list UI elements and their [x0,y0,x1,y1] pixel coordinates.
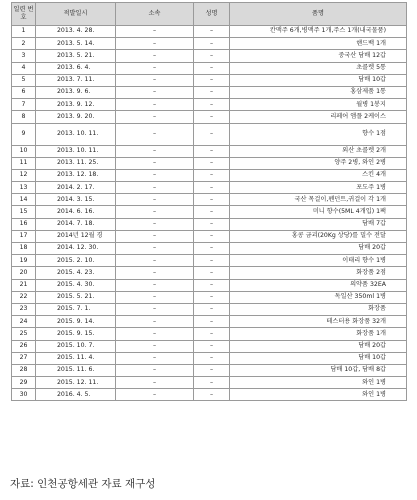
table-row [12,123,407,145]
cell-detection-date: 2014. 7. 18. [36,218,116,230]
cell-serial-number: 16 [12,218,36,230]
cell-detection-date: 2015. 4. 23. [36,267,116,279]
cell-name: – [194,279,230,291]
cell-name: – [194,328,230,340]
table-row [12,316,407,328]
cell-affiliation: – [116,74,194,86]
cell-detection-date: 2014. 12. 30. [36,243,116,255]
cell-affiliation: – [116,364,194,376]
cell-name: – [194,86,230,98]
cell-affiliation: – [116,26,194,38]
cell-name: – [194,74,230,86]
table-row [12,145,407,157]
header-item: 품명 [230,3,407,26]
cell-name: – [194,111,230,123]
table-header-row [12,3,407,26]
cell-name: – [194,157,230,169]
table-row [12,157,407,169]
cell-detection-date: 2013. 10. 11. [36,145,116,157]
cell-serial-number: 25 [12,328,36,340]
cell-serial-number: 5 [12,74,36,86]
table-row [12,38,407,50]
cell-name: – [194,145,230,157]
cell-item: 향수 1점 [230,123,407,145]
cell-name: – [194,62,230,74]
cell-detection-date: 2013. 5. 14. [36,38,116,50]
table-row [12,62,407,74]
cell-detection-date: 2015. 9. 14. [36,316,116,328]
cell-serial-number: 21 [12,279,36,291]
cell-detection-date: 2013. 7. 11. [36,74,116,86]
cell-item: 담배 20갑 [230,340,407,352]
cell-detection-date: 2015. 10. 7. [36,340,116,352]
cell-name: – [194,377,230,389]
cell-affiliation: – [116,255,194,267]
cell-item: 화장품 [230,303,407,315]
table-row [12,218,407,230]
cell-detection-date: 2013. 11. 25. [36,157,116,169]
cell-detection-date: 2014. 2. 17. [36,182,116,194]
cell-serial-number: 20 [12,267,36,279]
cell-serial-number: 6 [12,86,36,98]
cell-serial-number: 28 [12,364,36,376]
cell-name: – [194,364,230,376]
cell-affiliation: – [116,279,194,291]
cell-detection-date: 2015. 7. 1. [36,303,116,315]
cell-affiliation: – [116,316,194,328]
cell-item: 테스터용 화장품 32개 [230,316,407,328]
cell-item: 담배 20갑 [230,243,407,255]
cell-name: – [194,99,230,111]
table-row [12,267,407,279]
cell-detection-date: 2015. 2. 10. [36,255,116,267]
cell-affiliation: – [116,169,194,181]
cell-item: 칸맥주 6개,병맥주 1개,주스 1개(내국물품) [230,26,407,38]
cell-detection-date: 2015. 4. 30. [36,279,116,291]
cell-item: 담배 10갑 [230,74,407,86]
cell-serial-number: 3 [12,50,36,62]
table-row [12,26,407,38]
cell-affiliation: – [116,328,194,340]
cell-name: – [194,255,230,267]
cell-serial-number: 11 [12,157,36,169]
cell-serial-number: 2 [12,38,36,50]
cell-item: 포도주 1병 [230,182,407,194]
cell-affiliation: – [116,50,194,62]
cell-detection-date: 2016. 4. 5. [36,389,116,401]
cell-item: 이태리 향수 1병 [230,255,407,267]
cell-affiliation: – [116,194,194,206]
table-row [12,111,407,123]
cell-serial-number: 23 [12,303,36,315]
cell-affiliation: – [116,389,194,401]
cell-item: 담배 7갑 [230,218,407,230]
table-row [12,74,407,86]
cell-serial-number: 12 [12,169,36,181]
cell-item: 담배 10갑 [230,352,407,364]
cell-name: – [194,123,230,145]
cell-detection-date: 2015. 12. 11. [36,377,116,389]
cell-name: – [194,206,230,218]
cell-item: 와인 1병 [230,377,407,389]
cell-serial-number: 15 [12,206,36,218]
cell-name: – [194,26,230,38]
cell-serial-number: 27 [12,352,36,364]
cell-affiliation: – [116,218,194,230]
cell-item: 양주 2병, 와인 2병 [230,157,407,169]
cell-item: 의약품 32EA [230,279,407,291]
cell-name: – [194,182,230,194]
cell-detection-date: 2013. 12. 18. [36,169,116,181]
table-row [12,86,407,98]
cell-serial-number: 17 [12,230,36,242]
cell-detection-date: 2013. 6. 4. [36,62,116,74]
cell-affiliation: – [116,340,194,352]
cell-name: – [194,316,230,328]
table-row [12,389,407,401]
cell-affiliation: – [116,157,194,169]
table-row [12,230,407,242]
cell-affiliation: – [116,123,194,145]
cell-serial-number: 8 [12,111,36,123]
cell-name: – [194,303,230,315]
source-note: 자료: 인천공항세관 자료 재구성 [10,478,156,490]
cell-serial-number: 30 [12,389,36,401]
cell-affiliation: – [116,352,194,364]
cell-item: 스킨 4개 [230,169,407,181]
table-row [12,255,407,267]
cell-affiliation: – [116,99,194,111]
table-row [12,182,407,194]
table-row [12,99,407,111]
table-row [12,377,407,389]
header-affiliation: 소속 [116,3,194,26]
cell-serial-number: 19 [12,255,36,267]
cell-serial-number: 10 [12,145,36,157]
cell-name: – [194,218,230,230]
header-serial-number: 일련 번호 [12,3,36,26]
smuggling-record-table [11,2,407,401]
cell-affiliation: – [116,182,194,194]
cell-item: 독일산 350ml 1병 [230,291,407,303]
cell-detection-date: 2013. 9. 6. [36,86,116,98]
cell-serial-number: 9 [12,123,36,145]
cell-detection-date: 2013. 9. 12. [36,99,116,111]
cell-detection-date: 2015. 5. 21. [36,291,116,303]
table-row [12,328,407,340]
cell-item: 화장품 1개 [230,328,407,340]
cell-item: 월병 1봉지 [230,99,407,111]
cell-serial-number: 22 [12,291,36,303]
cell-item: 화장품 2점 [230,267,407,279]
cell-detection-date: 2014년 12월 경 [36,230,116,242]
cell-serial-number: 29 [12,377,36,389]
table-row [12,303,407,315]
table-row [12,279,407,291]
cell-serial-number: 14 [12,194,36,206]
table-body [12,26,407,401]
cell-affiliation: – [116,291,194,303]
cell-item: 홍삼제품 1통 [230,86,407,98]
table-row [12,291,407,303]
cell-serial-number: 7 [12,99,36,111]
cell-affiliation: – [116,377,194,389]
cell-detection-date: 2015. 11. 6. [36,364,116,376]
cell-name: – [194,340,230,352]
cell-affiliation: – [116,303,194,315]
cell-serial-number: 1 [12,26,36,38]
cell-item: 홍콩 금괴(20Kg 상당)를 밀수 전달 [230,230,407,242]
cell-affiliation: – [116,206,194,218]
cell-item: 미니 향수(5ML 4개입) 1팩 [230,206,407,218]
cell-serial-number: 13 [12,182,36,194]
cell-serial-number: 26 [12,340,36,352]
cell-affiliation: – [116,62,194,74]
cell-detection-date: 2013. 10. 11. [36,123,116,145]
cell-item: 초콜렛 5통 [230,62,407,74]
cell-name: – [194,230,230,242]
cell-affiliation: – [116,38,194,50]
cell-serial-number: 24 [12,316,36,328]
table-row [12,364,407,376]
cell-item: 리페어 앰플 2케이스 [230,111,407,123]
cell-detection-date: 2013. 5. 21. [36,50,116,62]
cell-detection-date: 2014. 3. 15. [36,194,116,206]
cell-affiliation: – [116,267,194,279]
cell-detection-date: 2014. 6. 16. [36,206,116,218]
cell-detection-date: 2013. 9. 20. [36,111,116,123]
cell-item: 국산 목걸이,펜던트,귀걸이 각 1개 [230,194,407,206]
cell-detection-date: 2015. 9. 15. [36,328,116,340]
smuggling-record-table-wrapper [11,2,406,401]
cell-item: 와인 1병 [230,389,407,401]
cell-affiliation: – [116,111,194,123]
cell-name: – [194,194,230,206]
table-row [12,243,407,255]
cell-serial-number: 18 [12,243,36,255]
cell-detection-date: 2013. 4. 28. [36,26,116,38]
table-row [12,169,407,181]
cell-name: – [194,243,230,255]
cell-affiliation: – [116,243,194,255]
cell-name: – [194,169,230,181]
cell-detection-date: 2015. 11. 4. [36,352,116,364]
cell-name: – [194,389,230,401]
cell-affiliation: – [116,230,194,242]
cell-affiliation: – [116,86,194,98]
cell-name: – [194,291,230,303]
cell-name: – [194,50,230,62]
cell-affiliation: – [116,145,194,157]
cell-name: – [194,38,230,50]
table-row [12,50,407,62]
table-row [12,206,407,218]
header-name: 성명 [194,3,230,26]
cell-item: 핸드백 1개 [230,38,407,50]
table-row [12,352,407,364]
cell-item: 중국산 담배 12갑 [230,50,407,62]
cell-item: 담배 10갑, 담배 8갑 [230,364,407,376]
cell-name: – [194,267,230,279]
table-row [12,340,407,352]
header-detection-date: 적발일시 [36,3,116,26]
cell-name: – [194,352,230,364]
cell-serial-number: 4 [12,62,36,74]
table-row [12,194,407,206]
cell-item: 외산 초콜렛 2개 [230,145,407,157]
